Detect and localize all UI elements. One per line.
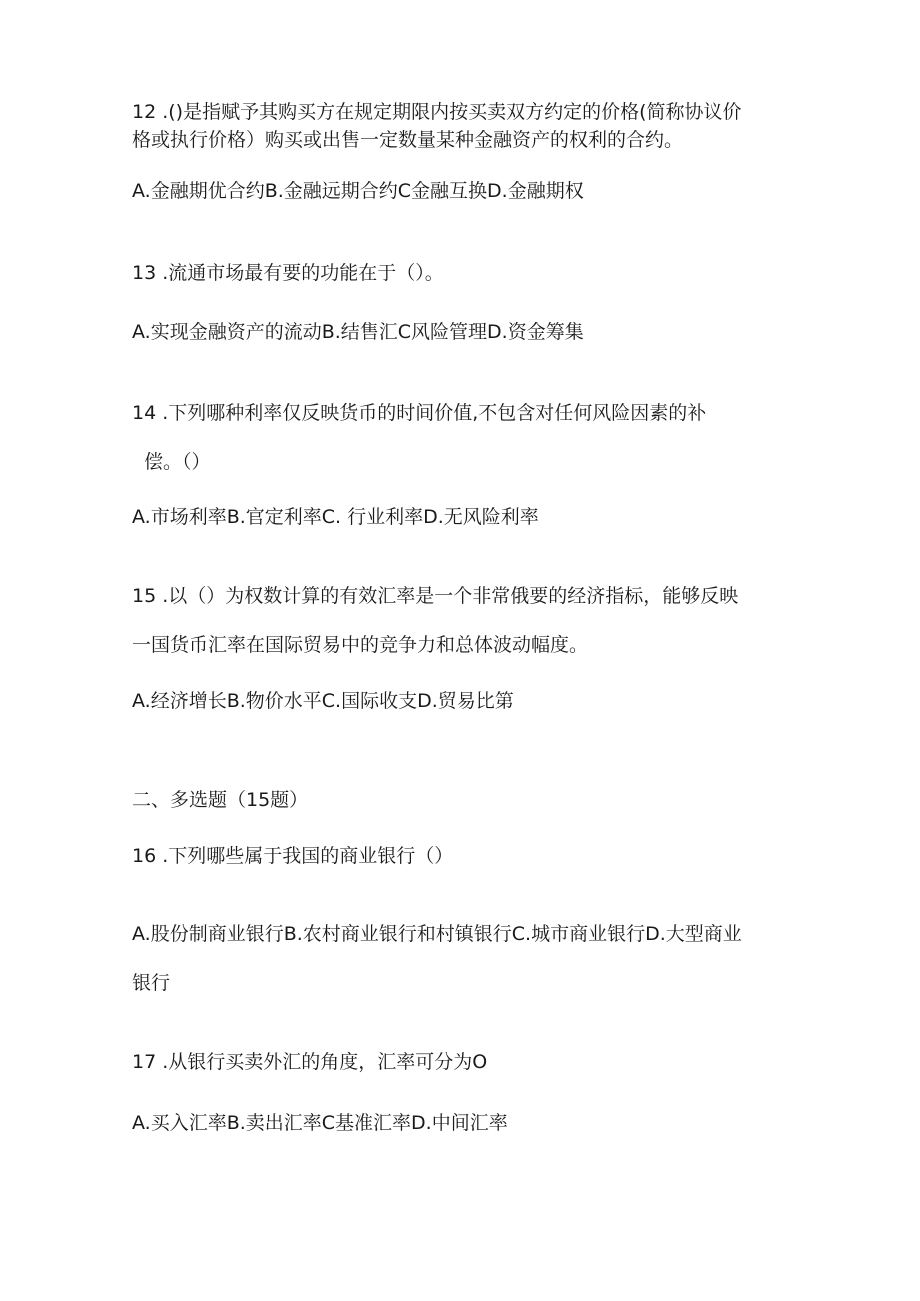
q12-stem-line1: 12 .()是指赋予其购买方在规定期限内按买卖双方约定的价格(简称协议价 bbox=[132, 101, 742, 123]
q16-options-line2: 银行 bbox=[132, 972, 171, 994]
q13-stem: 13 .流通市场最有要的功能在于（）。 bbox=[132, 262, 444, 284]
q14-stem-line1: 14 .下列哪种利率仅反映货币的时间价值,不包含对任何风险因素的补 bbox=[132, 402, 707, 424]
q16-stem: 16 .下列哪些属于我国的商业银行（） bbox=[132, 845, 454, 867]
q17-stem: 17 .从银行买卖外汇的角度，汇率可分为O bbox=[132, 1051, 488, 1073]
q13-options: A.实现金融资产的流动B.结售汇C风险管理D.资金筹集 bbox=[132, 321, 584, 343]
q14-stem-line2: 偿。（） bbox=[144, 451, 211, 473]
q12-stem-line2: 格或执行价格）购买或出售一定数量某种金融资产的权利的合约。 bbox=[132, 129, 684, 151]
q17-options: A.买入汇率B.卖出汇率C基准汇率D.中间汇率 bbox=[132, 1112, 508, 1134]
q15-stem-line1: 15 .以（）为权数计算的有效汇率是一个非常俄要的经济指标，能够反映 bbox=[132, 585, 739, 607]
section-heading-multiple-choice: 二、多选题（15题） bbox=[132, 789, 309, 811]
q15-options: A.经济增长B.物价水平C.国际收支D.贸易比第 bbox=[132, 690, 514, 712]
q15-stem-line2: 一国货币汇率在国际贸易中的竞争力和总体波动幅度。 bbox=[132, 634, 589, 656]
q14-options: A.市场利率B.官定利率C. 行业利率D.无风险利率 bbox=[132, 506, 539, 528]
q12-options: A.金融期优合约B.金融远期合约C金融互换D.金融期权 bbox=[132, 180, 584, 202]
q16-options-line1: A.股份制商业银行B.农村商业银行和村镇银行C.城市商业银行D.大型商业 bbox=[132, 923, 742, 945]
